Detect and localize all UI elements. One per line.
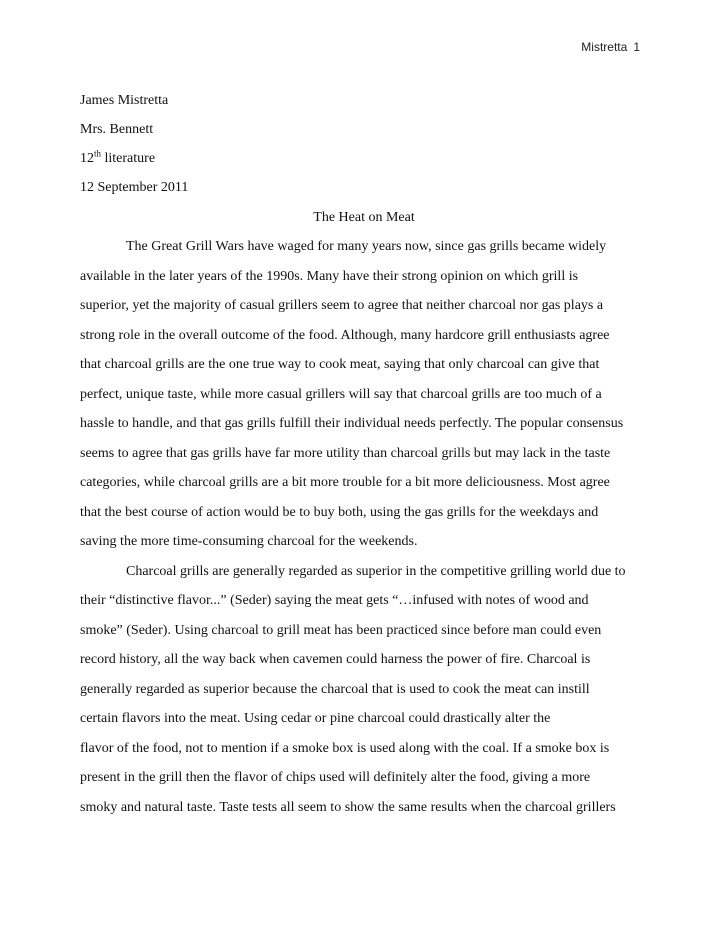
body-line: Charcoal grills are generally regarded as superior in the competitive grilling world due to — [126, 563, 626, 579]
body-line: that the best course of action would be to buy both, using the gas grills for the weekdays and — [80, 504, 599, 520]
course-name — [80, 144, 648, 173]
student-name: James Mistretta — [80, 93, 169, 108]
essay-date: 12 September 2011 — [80, 180, 189, 195]
essay-title: The Heat on Meat — [313, 210, 415, 225]
body-line: flavor of the food, not to mention if a smoke box is used along with the coal. If a smoke box is — [80, 740, 610, 756]
essay-body — [80, 232, 648, 822]
body-line: present in the grill then the flavor of chips used will definitely alter the food, giving a more — [80, 770, 591, 785]
body-line: seems to agree that gas grills have far more utility than charcoal grills but may lack in the taste — [80, 445, 611, 461]
body-line: superior, yet the majority of casual grillers seem to agree that neither charcoal nor gas plays a — [80, 298, 604, 313]
body-line: smoke” (Seder). Using charcoal to grill meat has been practiced since before man could even — [80, 622, 602, 638]
body-line: generally regarded as superior because the charcoal that is used to cook the meat can instill — [80, 681, 590, 697]
body-line: saving the more time-consuming charcoal for the weekends. — [80, 534, 418, 549]
body-line: their “distinctive flavor...” (Seder) saying the meat gets “…infused with notes of wood and — [80, 593, 589, 608]
page-number: 1 — [633, 40, 640, 54]
body-line: categories, while charcoal grills are a bit more trouble for a bit more deliciousness. Most agree — [80, 475, 610, 490]
body-line: strong role in the overall outcome of the food. Although, many hardcore grill enthusiasts agree — [80, 327, 610, 343]
body-line: smoky and natural taste. Taste tests all seem to show the same results when the charcoal grillers — [80, 799, 616, 815]
course-suffix: th — [94, 148, 102, 159]
body-line: record history, all the way back when cavemen could harness the power of fire. Charcoal is — [80, 652, 591, 667]
body-line: certain flavors into the meat. Using cedar or pine charcoal could drastically alter the — [80, 711, 551, 726]
body-line: that charcoal grills are the one true way to cook meat, saying that only charcoal can give that — [80, 357, 600, 372]
mla-heading — [80, 86, 648, 202]
teacher-name: Mrs. Bennett — [80, 122, 154, 137]
body-line: perfect, unique taste, while more casual grillers will say that charcoal grills are too much of a — [80, 386, 602, 402]
body-line: The Great Grill Wars have waged for many years now, since gas grills became widely — [126, 239, 607, 254]
body-line: hassle to handle, and that gas grills fulfill their individual needs perfectly. The popular consensus — [80, 416, 624, 431]
course-number: 12 — [80, 151, 94, 166]
running-header — [581, 40, 640, 54]
body-line: available in the later years of the 1990s. Many have their strong opinion on which grill is — [80, 268, 579, 284]
course-title: literature — [101, 151, 156, 166]
header-author: Mistretta — [581, 40, 628, 54]
